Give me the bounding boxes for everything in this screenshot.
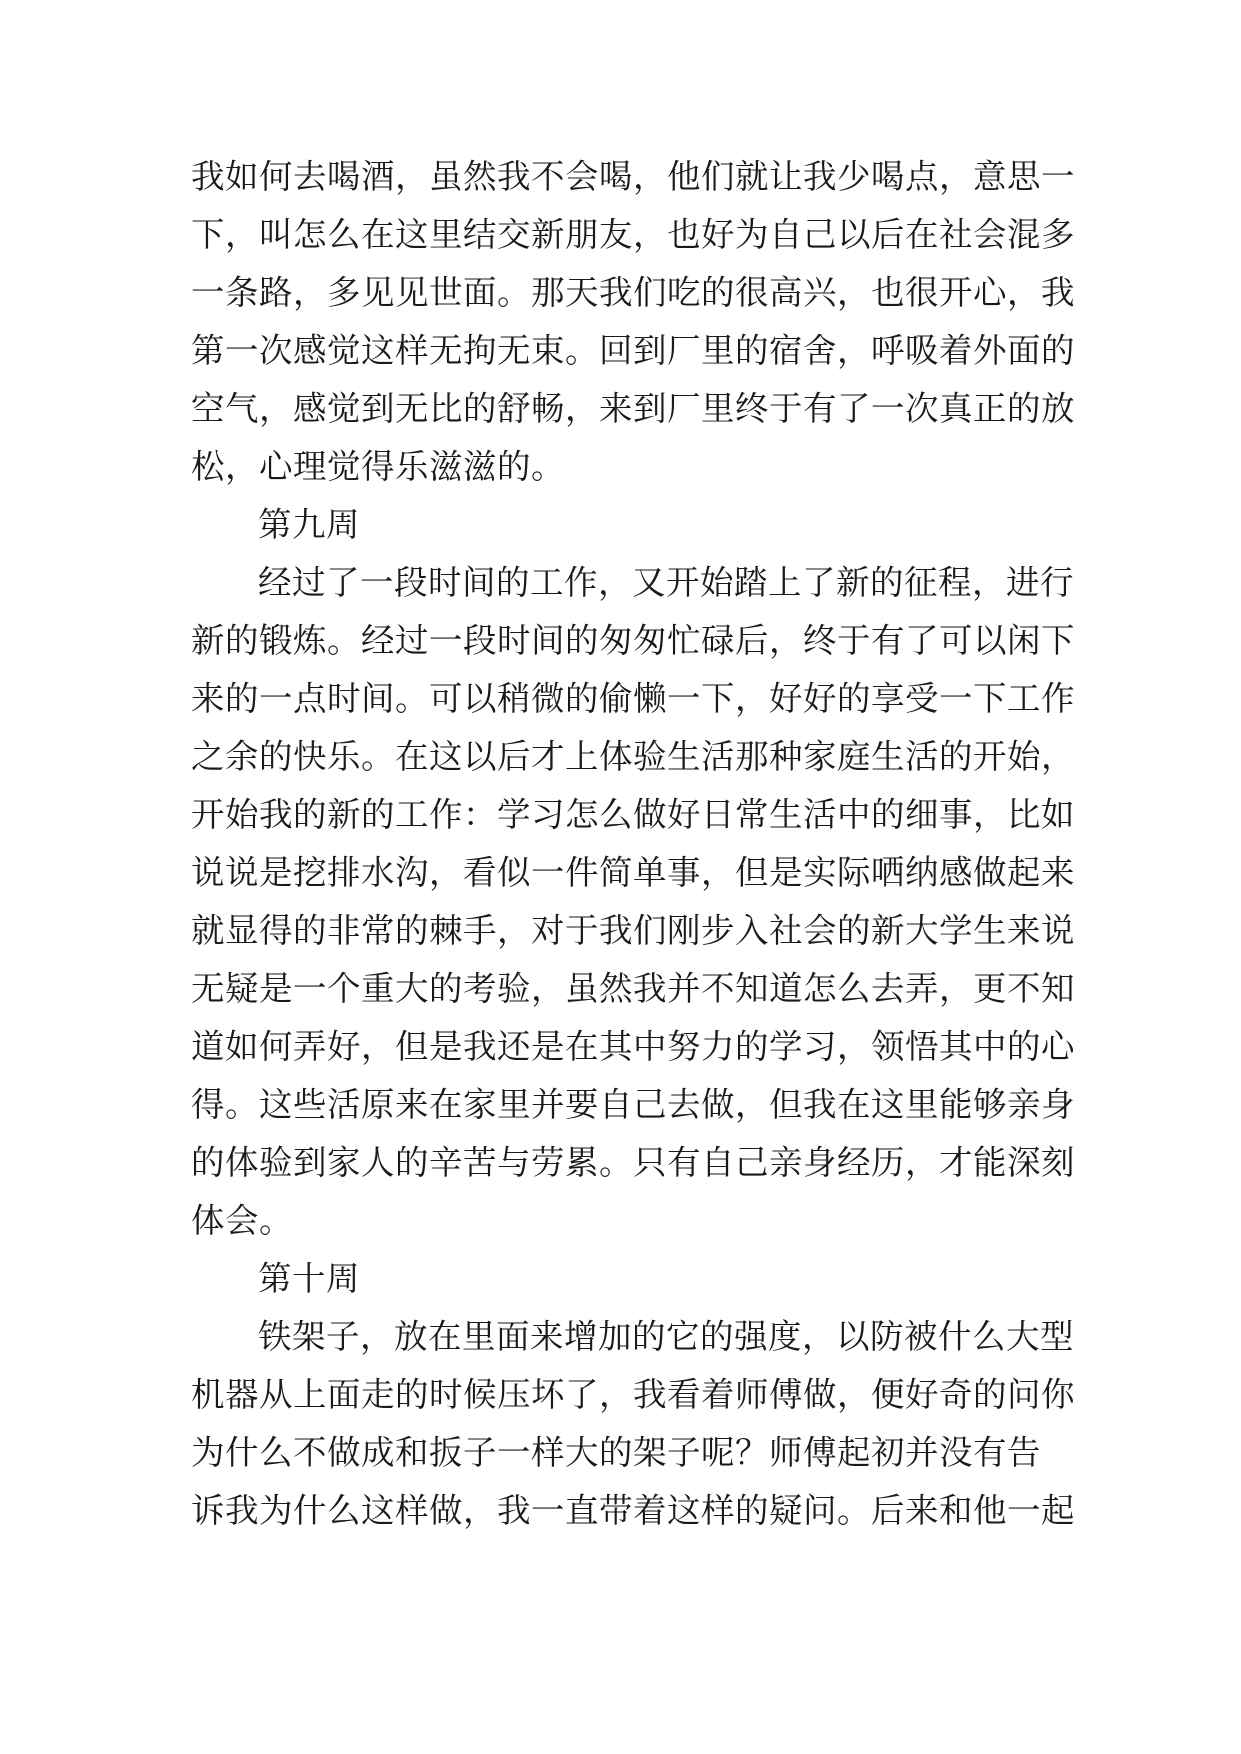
text-line: 说说是挖排水沟，看似一件简单事，但是实际哂纳感做起来 [191, 853, 1075, 892]
text-line: 体会。 [191, 1201, 293, 1240]
text-line: 铁架子，放在里面来增加的它的强度，以防被什么大型 [258, 1317, 1074, 1356]
text-line: 第一次感觉这样无拘无束。回到厂里的宿舍，呼吸着外面的 [191, 331, 1075, 370]
text-line: 就显得的非常的棘手，对于我们刚步入社会的新大学生来说 [191, 911, 1075, 950]
text-line: 得。这些活原来在家里并要自己去做，但我在这里能够亲身 [191, 1085, 1075, 1124]
document-body [191, 148, 1075, 1540]
text-line: 无疑是一个重大的考验，虽然我并不知道怎么去弄，更不知 [191, 969, 1075, 1008]
text-line: 松，心理觉得乐滋滋的。 [191, 447, 565, 486]
text-line: 经过了一段时间的工作，又开始踏上了新的征程，进行 [258, 563, 1074, 602]
text-line: 道如何弄好，但是我还是在其中努力的学习，领悟其中的心 [191, 1027, 1075, 1066]
text-line: 下，叫怎么在这里结交新朋友，也好为自己以后在社会混多 [191, 215, 1075, 254]
text-line: 一条路，多见见世面。那天我们吃的很高兴，也很开心，我 [191, 273, 1075, 312]
text-line: 的体验到家人的辛苦与劳累。只有自己亲身经历，才能深刻 [191, 1143, 1075, 1182]
text-line: 为什么不做成和扳子一样大的架子呢？师傅起初并没有告 [191, 1433, 1041, 1472]
text-line: 来的一点时间。可以稍微的偷懒一下，好好的享受一下工作 [191, 679, 1075, 718]
text-line: 诉我为什么这样做，我一直带着这样的疑问。后来和他一起 [191, 1491, 1075, 1530]
text-line: 之余的快乐。在这以后才上体验生活那种家庭生活的开始， [191, 737, 1075, 776]
text-line: 开始我的新的工作：学习怎么做好日常生活中的细事，比如 [191, 795, 1075, 834]
text-line: 新的锻炼。经过一段时间的匆匆忙碌后，终于有了可以闲下 [191, 621, 1075, 660]
text-line: 我如何去喝酒，虽然我不会喝，他们就让我少喝点，意思一 [191, 157, 1075, 196]
text-line: 第十周 [258, 1259, 360, 1298]
text-line: 空气，感觉到无比的舒畅，来到厂里终于有了一次真正的放 [191, 389, 1075, 428]
text-line: 第九周 [258, 505, 360, 544]
text-line: 机器从上面走的时候压坏了，我看着师傅做，便好奇的问你 [191, 1375, 1075, 1414]
